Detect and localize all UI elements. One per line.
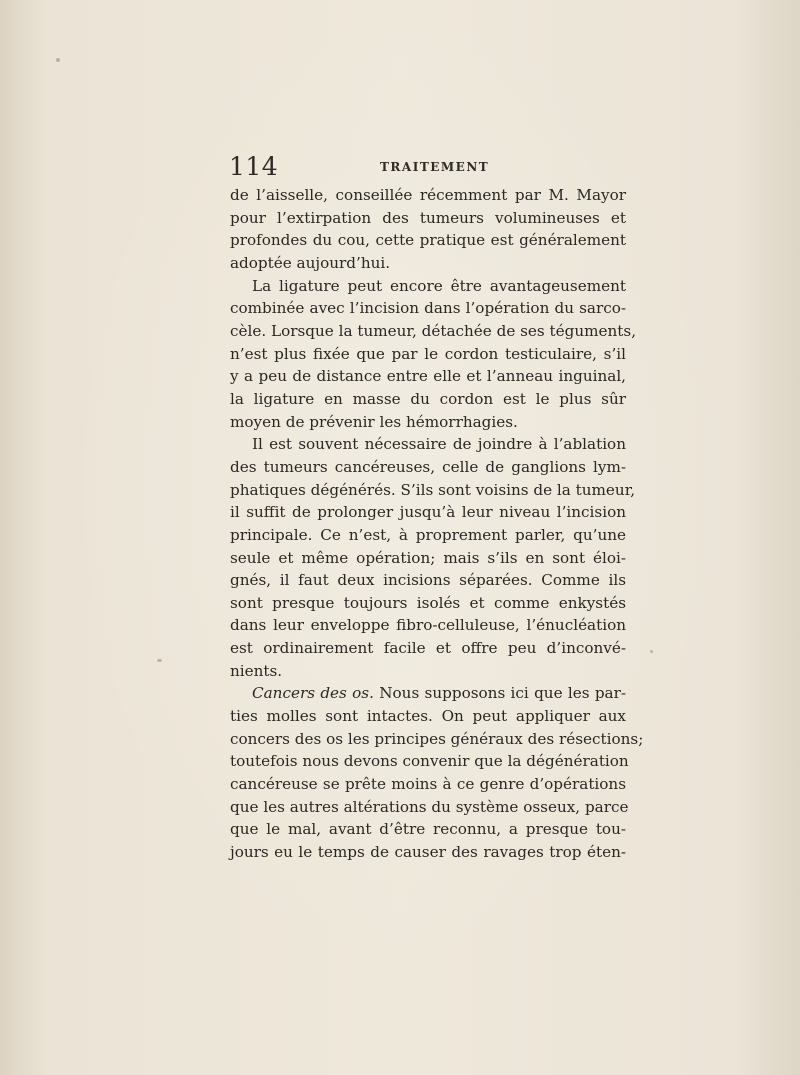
text-line: phatiques dégénérés. S’ils sont voisins de la tumeur, xyxy=(230,480,636,499)
paper-speck xyxy=(56,58,60,62)
page-number: 114 xyxy=(229,152,279,181)
text-line: adoptée aujourd’hui. xyxy=(230,253,391,272)
running-head: TRAITEMENT xyxy=(380,160,490,174)
text-line: combinée avec l’incision dans l’opération du sarco- xyxy=(230,299,626,318)
paragraph-start-line: Il est souvent nécessaire de joindre à l’ablation xyxy=(252,435,626,454)
paragraph-start-line: La ligature peut encore être avantageusement xyxy=(252,276,626,295)
text-line: pour l’extirpation des tumeurs volumineuses et xyxy=(230,208,626,227)
body-text xyxy=(230,184,644,864)
text-line: sont presque toujours isolés et comme enkystés xyxy=(230,593,626,612)
text-line: la ligature en masse du cordon est le plus sûr xyxy=(230,389,626,408)
text-line: il suffit de prolonger jusqu’à leur niveau l’incision xyxy=(230,503,626,522)
text-line: toutefois nous devons convenir que la dégénération xyxy=(230,752,629,771)
text-line: dans leur enveloppe fibro-celluleuse, l’énucléation xyxy=(230,616,626,635)
text-line: cèle. Lorsque la tumeur, détachée de ses téguments, xyxy=(230,321,637,340)
text-line: seule et même opération; mais s’ils en sont éloi- xyxy=(230,548,626,567)
page-header xyxy=(229,152,629,182)
text-line: ties molles sont intactes. On peut appliquer aux xyxy=(230,707,626,726)
paper-speck xyxy=(157,659,162,662)
text-line: cancéreuse se prête moins à ce genre d’opérations xyxy=(230,775,626,794)
text-line: y a peu de distance entre elle et l’anneau inguinal, xyxy=(230,367,626,386)
text-line: est ordinairement facile et offre peu d’inconvé- xyxy=(230,639,626,658)
text-line: principale. Ce n’est, à proprement parler, qu’une xyxy=(230,525,626,544)
text-line: gnés, il faut deux incisions séparées. Comme ils xyxy=(230,571,626,590)
text-line: profondes du cou, cette pratique est généralement xyxy=(230,231,626,250)
text-line: des tumeurs cancéreuses, celle de ganglions lym- xyxy=(230,457,626,476)
paper-speck xyxy=(650,650,653,653)
text-line: de l’aisselle, conseillée récemment par M. Mayor xyxy=(230,186,626,204)
text-line: concers des os les principes généraux des résections; xyxy=(230,729,644,748)
text-line: jours eu le temps de causer des ravages trop éten- xyxy=(230,843,626,862)
text-line: que le mal, avant d’être reconnu, a presque tou- xyxy=(230,820,626,839)
text-line: n’est plus fixée que par le cordon testiculaire, s’il xyxy=(230,344,626,363)
text-line: Nous supposons ici que les par- xyxy=(379,684,627,703)
paragraph-start-line xyxy=(230,682,626,705)
text-line: que les autres altérations du système osseux, parce xyxy=(230,797,629,816)
text-line: nients. xyxy=(230,661,283,680)
section-heading: Cancers des os. xyxy=(252,684,374,703)
text-line: moyen de prévenir les hémorrhagies. xyxy=(230,412,518,431)
